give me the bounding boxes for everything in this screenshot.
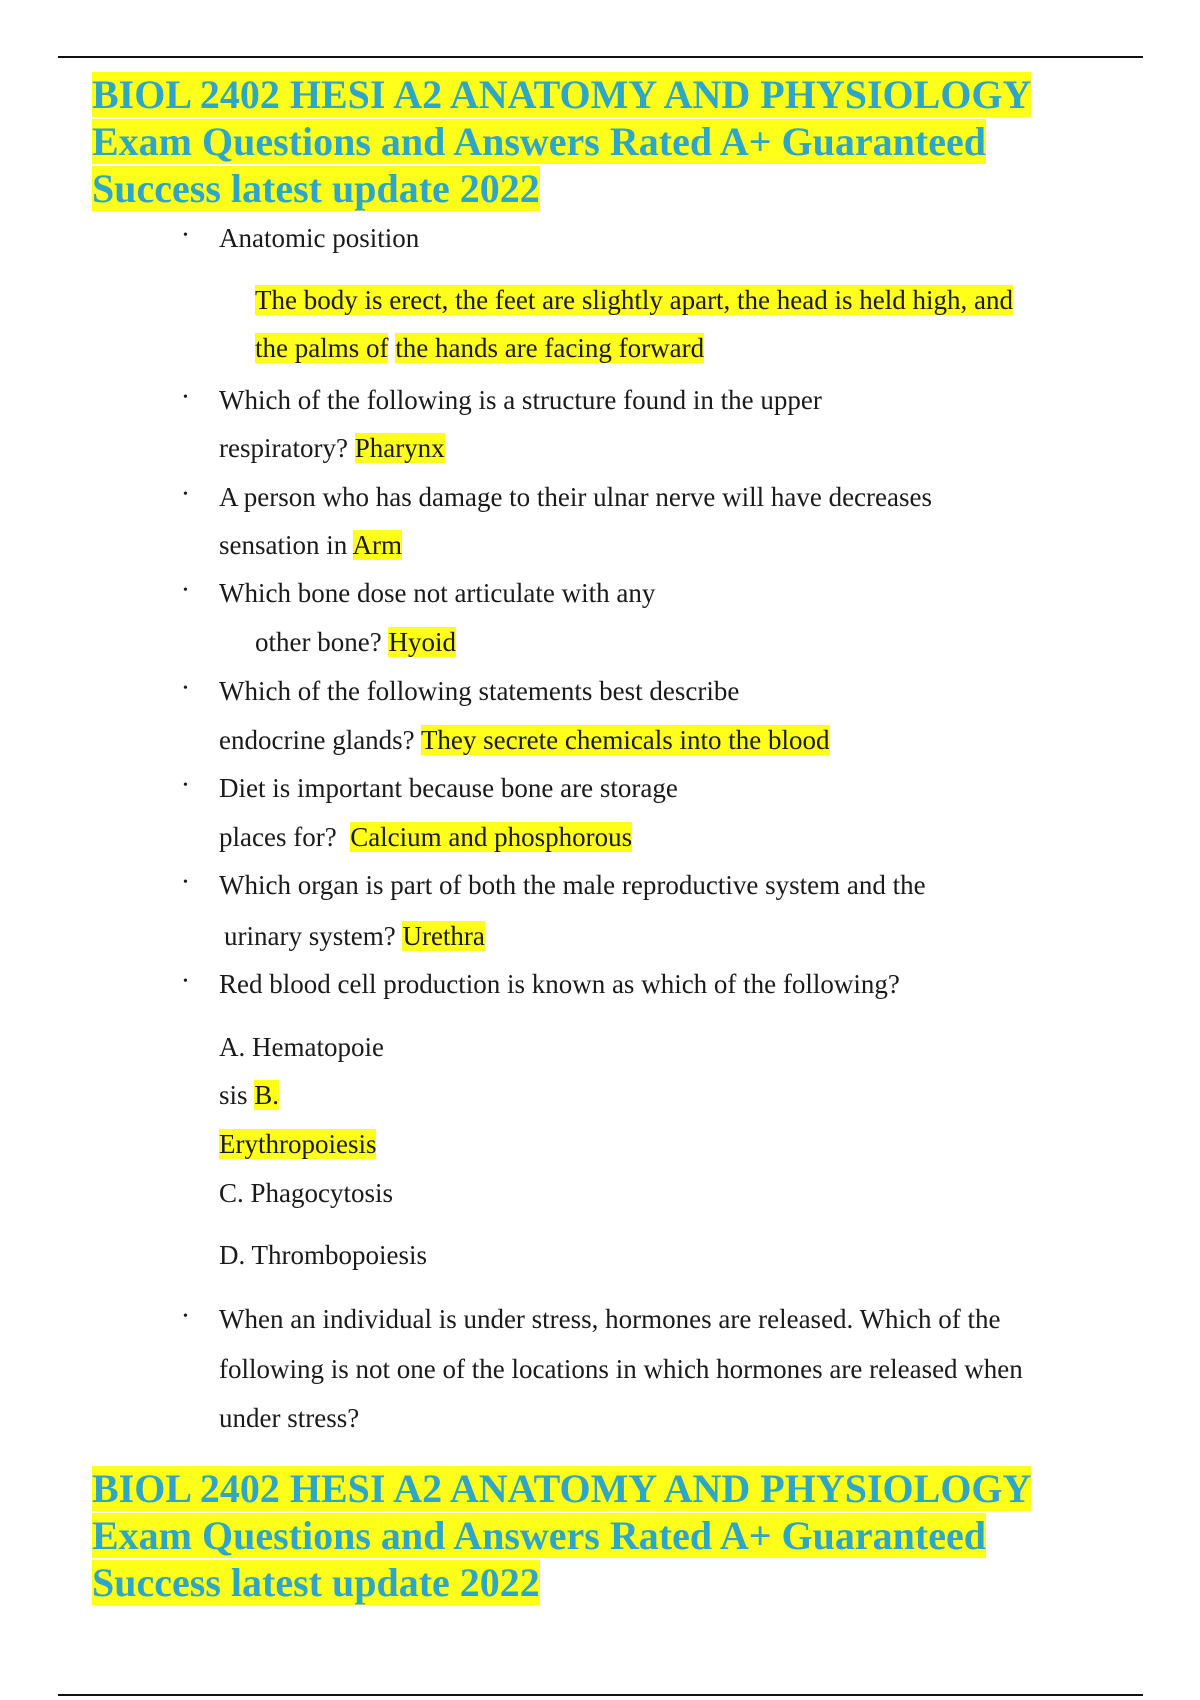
bottom-divider xyxy=(58,1694,1143,1696)
answer-4: Hyoid xyxy=(388,627,456,657)
option-a-cont: sis B. xyxy=(219,1080,280,1110)
question-1: Anatomic position xyxy=(219,223,420,253)
question-3: A person who has damage to their ulnar nerve will have decreases xyxy=(219,482,932,512)
question-6-line-2: places for? Calcium and phosphorous xyxy=(219,822,633,852)
question-5: Which of the following statements best describe xyxy=(219,676,740,706)
question-9-line-2: following is not one of the locations in which hormones are released when xyxy=(219,1354,1023,1384)
answer-1-line-2: the palms of the hands are facing forward xyxy=(255,333,705,363)
question-4-line-2: other bone? Hyoid xyxy=(255,627,456,657)
answer-7: Urethra xyxy=(402,921,485,951)
bullet-icon: • xyxy=(183,390,188,405)
question-9-line-3: under stress? xyxy=(219,1403,360,1433)
bullet-icon: • xyxy=(183,583,188,598)
option-c: C. Phagocytosis xyxy=(219,1178,394,1208)
question-7: Which organ is part of both the male reproductive system and the xyxy=(219,870,926,900)
option-b-label: B. xyxy=(254,1080,280,1110)
option-a: A. Hematopoie xyxy=(219,1032,384,1062)
answer-3: Arm xyxy=(352,530,403,560)
top-divider xyxy=(58,56,1143,58)
page-title-repeat xyxy=(92,1465,1031,1606)
answer-5: They secrete chemicals into the blood xyxy=(420,725,830,755)
question-5-line-2: endocrine glands? They secrete chemicals into the blood xyxy=(219,725,830,755)
title-line-1: BIOL 2402 HESI A2 ANATOMY AND PHYSIOLOGY xyxy=(92,1466,1032,1511)
question-2-line-2: respiratory? Pharynx xyxy=(219,433,445,463)
option-b-answer: Erythropoiesis xyxy=(219,1129,377,1159)
page-title xyxy=(92,71,1031,212)
bullet-icon: • xyxy=(183,1309,188,1324)
answer-6: Calcium and phosphorous xyxy=(350,822,633,852)
title-line-3: Success latest update 2022 xyxy=(92,166,540,211)
question-3-line-2: sensation in Arm xyxy=(219,530,403,560)
bullet-icon: • xyxy=(183,681,188,696)
bullet-icon: • xyxy=(183,974,188,989)
title-line-1: BIOL 2402 HESI A2 ANATOMY AND PHYSIOLOGY xyxy=(92,72,1032,117)
question-6: Diet is important because bone are storage xyxy=(219,773,678,803)
bullet-icon: • xyxy=(183,228,188,243)
answer-2: Pharynx xyxy=(354,433,445,463)
bullet-icon: • xyxy=(183,778,188,793)
bullet-icon: • xyxy=(183,875,188,890)
question-9: When an individual is under stress, hormones are released. Which of the xyxy=(219,1304,1001,1334)
title-line-2: Exam Questions and Answers Rated A+ Guaranteed xyxy=(92,1513,986,1558)
answer-1-line-1: The body is erect, the feet are slightly apart, the head is held high, and xyxy=(255,285,1013,315)
question-7-line-2: urinary system? Urethra xyxy=(224,921,485,951)
option-d: D. Thrombopoiesis xyxy=(219,1240,427,1270)
title-line-2: Exam Questions and Answers Rated A+ Guaranteed xyxy=(92,119,986,164)
question-8: Red blood cell production is known as which of the following? xyxy=(219,969,900,999)
bullet-icon: • xyxy=(183,487,188,502)
question-4: Which bone dose not articulate with any xyxy=(219,578,656,608)
question-2: Which of the following is a structure found in the upper xyxy=(219,385,822,415)
title-line-3: Success latest update 2022 xyxy=(92,1560,540,1605)
